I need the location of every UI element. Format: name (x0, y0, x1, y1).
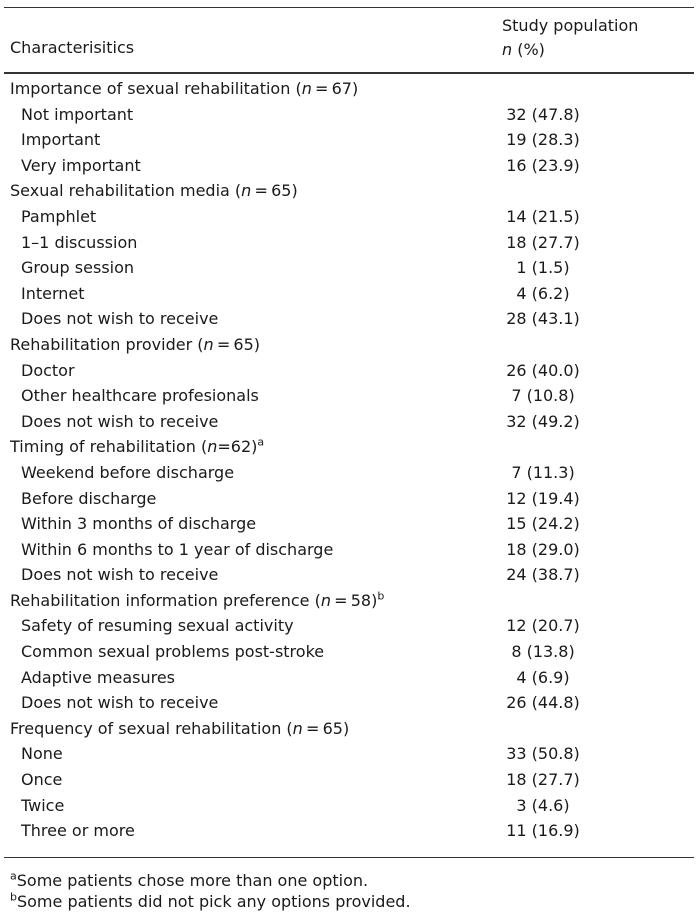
row-label: Very important (21, 155, 141, 175)
table-row (0, 102, 700, 128)
n-symbol: n (292, 718, 303, 738)
n-symbol: n (203, 334, 214, 354)
row-label: Three or more (21, 821, 135, 841)
table-row (0, 204, 700, 230)
row-value: 19 (28.3) (506, 130, 580, 150)
n-count: = 65) (213, 334, 261, 354)
n-count: = 58) (330, 590, 378, 610)
heading-text: Frequency of sexual rehabilitation ( (10, 718, 293, 738)
row-label: Twice (21, 795, 65, 815)
footnote-marker: a (10, 869, 17, 883)
percent-label: (%) (512, 40, 545, 59)
header-rule (4, 72, 694, 74)
table-row (0, 537, 700, 563)
footnote-marker: b (10, 890, 17, 904)
row-value: 33 (50.8) (506, 744, 580, 764)
n-symbol: n (241, 181, 252, 201)
table-row (0, 281, 700, 307)
row-label: Common sexual problems post-stroke (21, 642, 325, 662)
table-row (0, 383, 700, 409)
section-heading (10, 434, 264, 460)
row-label: Important (21, 130, 101, 150)
row-value: 3 (4.6) (516, 795, 570, 815)
heading-text: Rehabilitation provider ( (10, 334, 204, 354)
heading-text: Timing of rehabilitation ( (10, 437, 208, 457)
row-value: 24 (38.7) (506, 565, 580, 585)
table-row (0, 741, 700, 767)
section-heading-row (0, 178, 700, 204)
row-label: Doctor (21, 360, 75, 380)
section-heading (10, 178, 298, 204)
footnote-text: Some patients did not pick any options provided. (16, 892, 411, 911)
row-value: 12 (20.7) (506, 616, 580, 636)
table-row (0, 639, 700, 665)
row-label: None (21, 744, 63, 764)
row-value: 15 (24.2) (506, 514, 580, 534)
n-count: =62) (217, 437, 258, 457)
top-rule (4, 7, 694, 8)
row-value: 26 (44.8) (506, 693, 580, 713)
table-row (0, 665, 700, 691)
table-row (0, 409, 700, 435)
row-value: 32 (49.2) (506, 411, 580, 431)
footnote-text: Some patients chose more than one option. (16, 871, 369, 890)
section-heading-row (0, 332, 700, 358)
row-value: 32 (47.8) (506, 104, 580, 124)
row-value: 18 (27.7) (506, 232, 580, 252)
section-heading (10, 332, 260, 358)
table-row (0, 306, 700, 332)
row-value: 14 (21.5) (506, 206, 580, 226)
heading-text: Rehabilitation information preference ( (10, 590, 321, 610)
row-label: Not important (21, 104, 134, 124)
footnote (10, 891, 411, 912)
row-label: Once (21, 770, 63, 790)
footnote-marker: a (257, 435, 265, 449)
table-row (0, 460, 700, 486)
heading-text: Sexual rehabilitation media ( (10, 181, 242, 201)
row-label: Does not wish to receive (21, 565, 219, 585)
n-count: = 67) (311, 79, 359, 98)
column-header-study-population (502, 14, 638, 62)
table-row (0, 127, 700, 153)
footnotes (10, 870, 411, 912)
table-row (0, 358, 700, 384)
footnote-marker: b (377, 589, 385, 603)
table-row (0, 613, 700, 639)
row-label: Within 3 months of discharge (21, 514, 257, 534)
section-heading-row (0, 434, 700, 460)
table-row (0, 767, 700, 793)
section-heading-row (0, 76, 700, 102)
table-row (0, 690, 700, 716)
table-row (0, 486, 700, 512)
column-header-line2 (502, 38, 638, 62)
n-symbol: n (301, 79, 312, 98)
row-label: Does not wish to receive (21, 693, 219, 713)
row-label: Safety of resuming sexual activity (21, 616, 294, 636)
row-value: 18 (27.7) (506, 770, 580, 790)
section-heading-row (0, 716, 700, 742)
row-label: Before discharge (21, 488, 157, 508)
row-value: 26 (40.0) (506, 360, 580, 380)
row-value: 11 (16.9) (506, 821, 580, 841)
n-count: = 65) (251, 181, 298, 201)
row-label: Internet (21, 283, 85, 303)
table-row (0, 793, 700, 819)
column-header-line1: Study population (502, 16, 639, 35)
section-heading (10, 588, 384, 614)
row-label: Weekend before discharge (21, 462, 235, 482)
row-value: 12 (19.4) (506, 488, 580, 508)
n-symbol: n (320, 590, 331, 610)
heading-text: Importance of sexual rehabilitation ( (10, 79, 302, 98)
row-value: 7 (11.3) (511, 462, 575, 482)
table-row (0, 818, 700, 844)
table-body (0, 76, 700, 844)
row-label: Pamphlet (21, 206, 97, 226)
section-heading (10, 76, 358, 102)
table-row (0, 562, 700, 588)
row-value: 1 (1.5) (516, 258, 570, 278)
row-label: Adaptive measures (21, 667, 176, 687)
table-row (0, 153, 700, 179)
n-count: = 65) (302, 718, 350, 738)
table-row (0, 230, 700, 256)
section-heading-row (0, 588, 700, 614)
n-symbol: n (207, 437, 218, 457)
row-value: 4 (6.2) (516, 283, 570, 303)
row-value: 7 (10.8) (511, 386, 575, 406)
section-heading (10, 716, 349, 742)
row-value: 16 (23.9) (506, 155, 580, 175)
bottom-rule (4, 857, 694, 858)
row-value: 8 (13.8) (511, 642, 575, 662)
row-label: Does not wish to receive (21, 309, 219, 329)
footnote (10, 870, 411, 891)
row-value: 18 (29.0) (506, 539, 580, 559)
row-value: 4 (6.9) (516, 667, 570, 687)
column-header-characteristics: Characterisitics (10, 38, 135, 57)
n-symbol: n (502, 40, 513, 59)
row-value: 28 (43.1) (506, 309, 580, 329)
row-label: 1–1 discussion (21, 232, 138, 252)
row-label: Group session (21, 258, 135, 278)
row-label: Within 6 months to 1 year of discharge (21, 539, 334, 559)
row-label: Does not wish to receive (21, 411, 219, 431)
table-row (0, 255, 700, 281)
table-row (0, 511, 700, 537)
row-label: Other healthcare profesionals (21, 386, 259, 406)
